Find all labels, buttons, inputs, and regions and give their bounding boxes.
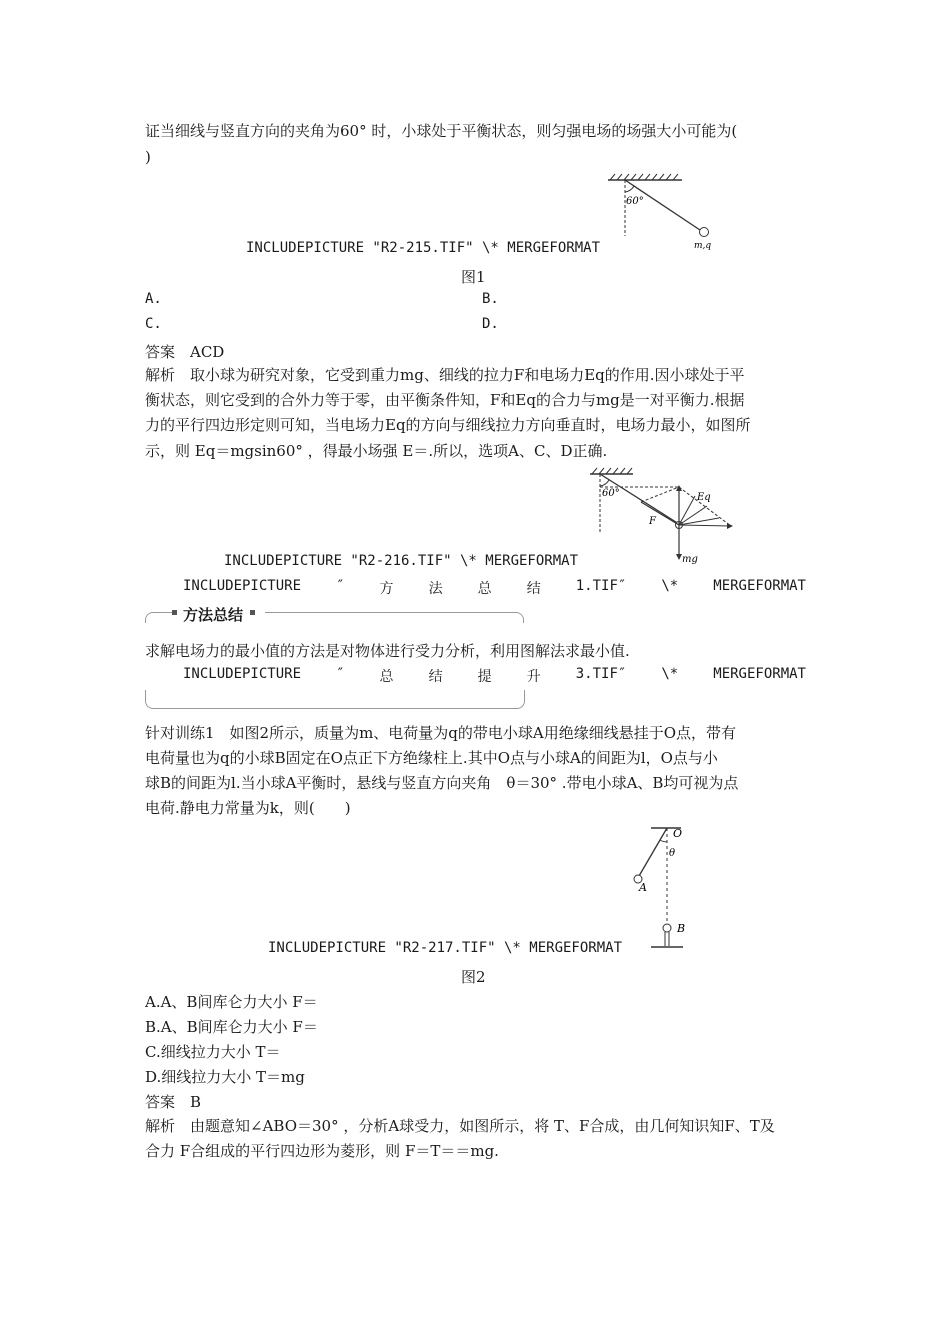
solution2-line1: 解析 由题意知∠ABO＝30° ，分析A球受力，如图所示，将 T、F合成，由几何知识知F、T及 xyxy=(145,1117,775,1135)
option-a: A. xyxy=(145,291,162,307)
practice-option-b: B.A、B间库仑力大小 F＝ xyxy=(145,1018,318,1036)
solution2-line2: 合力 F合组成的平行四边形为菱形，则 F＝T＝＝mg. xyxy=(145,1142,499,1160)
includepicture-217: INCLUDEPICTURE "R2-217.TIF" \* MERGEFORMAT xyxy=(268,940,623,956)
figure2-caption: 图2 xyxy=(461,968,486,986)
practice1-line1: 针对训练1 如图2所示，质量为m、电荷量为q的带电小球A用绝缘细线悬挂于O点，带有 xyxy=(145,724,737,742)
figure3-b-label: B xyxy=(677,922,686,935)
summary-box-title: 方法总结 xyxy=(180,604,246,625)
figure2-f-label: F xyxy=(649,516,656,527)
question1-text-line1: 证当细线与竖直方向的夹角为60° 时，小球处于平衡状态，则匀强电场的场强大小可能为( xyxy=(145,122,738,140)
summary-text: 求解电场力的最小值的方法是对物体进行受力分析，利用图解法求最小值. xyxy=(145,642,630,660)
figure3-o-label: O xyxy=(673,827,683,840)
option-b: B. xyxy=(482,291,499,307)
figure2-eq-label: Eq xyxy=(697,492,711,503)
solution1-line1: 解析 取小球为研究对象，它受到重力mg、细线的拉力F和电场力Eq的作用.因小球处于平 xyxy=(145,366,745,384)
option-c: C. xyxy=(145,316,162,332)
figure2-force-diagram xyxy=(585,462,745,572)
summary-box-dot-left xyxy=(172,610,177,615)
includepicture-215: INCLUDEPICTURE "R2-215.TIF" \* MERGEFORMAT xyxy=(246,240,601,256)
solution1-line4: 示，则 Eq＝mgsin60° ，得最小场强 E＝.所以，选项A、C、D正确. xyxy=(145,442,608,460)
figure3-charges xyxy=(625,822,705,954)
practice1-line2: 电荷量也为q的小球B固定在O点正下方绝缘柱上.其中O点与小球A的间距为l，O点与小 xyxy=(145,749,718,767)
practice1-line4: 电荷.静电力常量为k，则( ) xyxy=(145,799,351,817)
figure2-angle-label: 60° xyxy=(602,488,620,499)
figure1-pendulum xyxy=(600,172,720,252)
includepicture-method-summary: INCLUDEPICTURE ″ 方 法 总 结 1.TIF″ \* MERGEFORMAT xyxy=(183,578,806,597)
figure1-angle-label: 60° xyxy=(626,196,644,207)
figure1-caption: 图1 xyxy=(461,268,486,286)
figure3-theta-label: θ xyxy=(669,848,676,859)
option-d: D. xyxy=(482,316,499,332)
includepicture-summary-improve: INCLUDEPICTURE ″ 总 结 提 升 3.TIF″ \* MERGEFORMAT xyxy=(183,666,806,685)
practice-option-a: A.A、B间库仑力大小 F＝ xyxy=(145,993,318,1011)
summary-box-bottom xyxy=(145,690,525,709)
figure2-mg-label: mg xyxy=(682,554,698,565)
answer1: 答案 ACD xyxy=(145,343,225,361)
includepicture-216: INCLUDEPICTURE "R2-216.TIF" \* MERGEFORMAT xyxy=(224,553,579,569)
practice1-line3: 球B的间距为l.当小球A平衡时，悬线与竖直方向夹角 θ＝30° .带电小球A、B均可视为点 xyxy=(145,774,739,792)
summary-box-corner-right xyxy=(265,612,524,623)
answer2: 答案 B xyxy=(145,1093,202,1111)
summary-box-dot-right xyxy=(250,610,255,615)
question1-text-line2: ) xyxy=(145,148,151,166)
practice-option-c: C.细线拉力大小 T＝ xyxy=(145,1043,281,1061)
figure1-ball-label: m,q xyxy=(694,241,712,251)
solution1-line2: 衡状态，则它受到的合外力等于零，由平衡条件知，F和Eq的合力与mg是一对平衡力.根据 xyxy=(145,391,745,409)
figure3-a-label: A xyxy=(639,881,647,894)
solution1-line3: 力的平行四边形定则可知，当电场力Eq的方向与细线拉力方向垂直时，电场力最小，如图所 xyxy=(145,416,751,434)
practice-option-d: D.细线拉力大小 T＝mg xyxy=(145,1068,305,1086)
